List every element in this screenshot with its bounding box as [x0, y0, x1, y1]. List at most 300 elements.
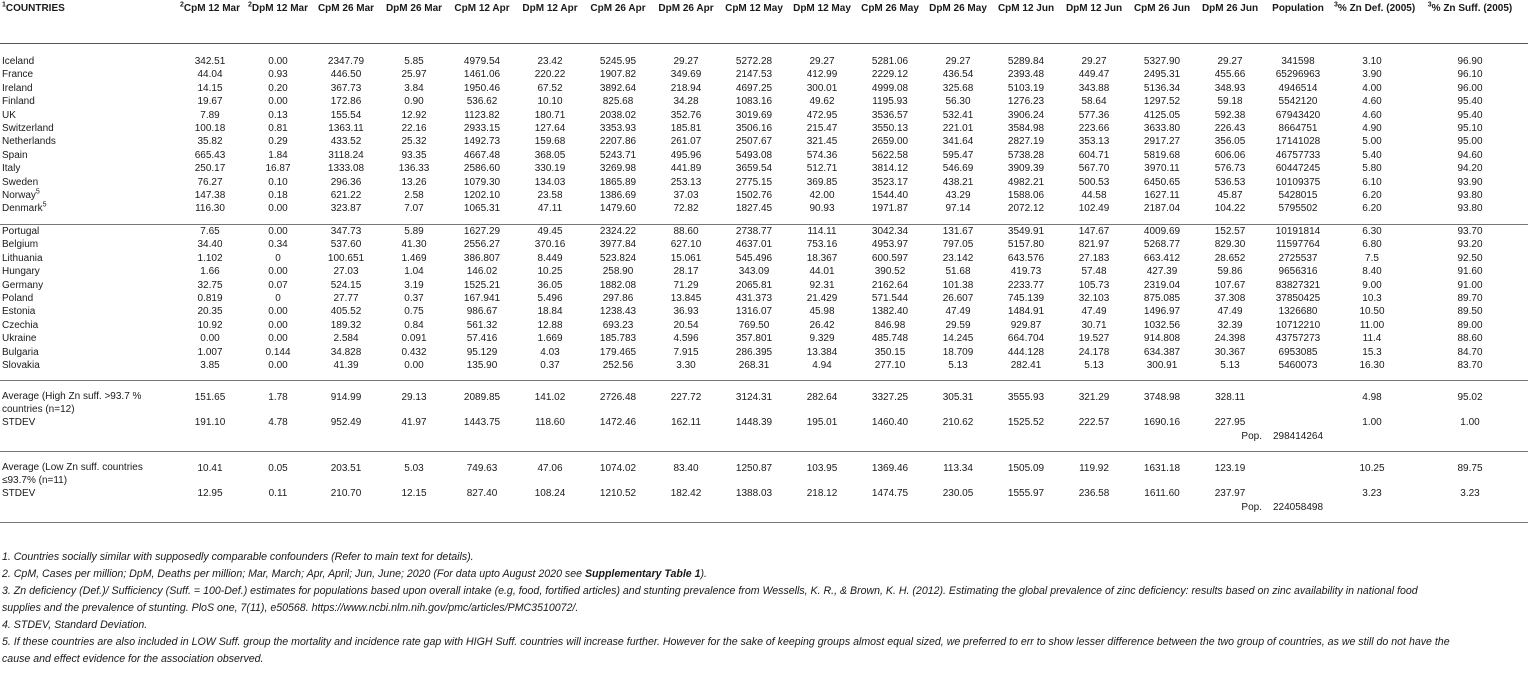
value-cell: 5.13 — [948, 359, 968, 371]
spacer-cell — [1196, 372, 1264, 381]
value-cell: 3977.84 — [599, 239, 637, 251]
value-cell: 11597764 — [1276, 239, 1320, 251]
spacer-cell — [176, 381, 244, 392]
value-cell: 93.90 — [1457, 176, 1483, 188]
value-cell: 341.64 — [942, 136, 974, 148]
spacer-cell — [0, 443, 176, 452]
value-cell: 11.4 — [1362, 333, 1382, 345]
value-cell: 2507.67 — [735, 136, 773, 148]
value-cell: 693.23 — [602, 319, 634, 331]
spacer-row — [0, 514, 1528, 523]
spacer-cell — [380, 452, 448, 463]
value-cell: 9.00 — [1362, 279, 1382, 291]
table-row — [0, 305, 1528, 318]
value-cell: 8.40 — [1362, 266, 1382, 278]
country-cell — [0, 238, 176, 251]
value-cell: 277.10 — [874, 359, 906, 371]
table-row — [0, 122, 1528, 135]
spacer-cell — [1060, 430, 1128, 443]
value-cell: 0.00 — [404, 359, 424, 371]
std-value: 3.23 — [1460, 488, 1480, 500]
value-cell: 26.42 — [809, 319, 835, 331]
value-cell: 3909.39 — [1007, 163, 1045, 175]
value-cell: 1333.08 — [327, 163, 365, 175]
value-cell: 1363.11 — [328, 123, 364, 135]
column-header-label: CpM 12 Jun — [997, 3, 1055, 14]
spacer-cell — [652, 372, 720, 381]
value-cell: 26.607 — [942, 292, 974, 304]
value-cell: 59.86 — [1217, 266, 1243, 278]
value-cell: 433.52 — [330, 136, 362, 148]
country-footnote-marker: 5 — [42, 202, 47, 210]
std-value: 1.00 — [1362, 417, 1382, 429]
avg-value: 749.63 — [466, 463, 498, 475]
value-cell: 152.57 — [1214, 225, 1246, 237]
table-row — [0, 292, 1528, 305]
value-cell: 3550.13 — [871, 123, 909, 135]
value-cell: 12.92 — [401, 109, 427, 121]
value-cell: 357.801 — [735, 333, 773, 345]
value-cell: 3353.93 — [599, 123, 637, 135]
spacer-cell — [924, 216, 992, 225]
value-cell: 405.52 — [330, 306, 362, 318]
column-header-label: DpM 26 Mar — [385, 3, 443, 14]
value-cell: 4.03 — [540, 346, 560, 358]
value-cell: 929.87 — [1010, 319, 1042, 331]
value-cell: 159.68 — [534, 136, 566, 148]
value-cell: 3584.98 — [1007, 123, 1045, 135]
spacer-cell — [992, 381, 1060, 392]
country-cell — [0, 202, 176, 215]
value-cell: 1202.10 — [463, 190, 501, 202]
std-value: 108.24 — [534, 488, 566, 500]
std-value: 227.95 — [1214, 417, 1246, 429]
value-cell: 3.85 — [200, 359, 220, 371]
spacer-cell — [448, 514, 516, 523]
value-cell: 0.00 — [268, 56, 288, 67]
spacer-cell — [448, 443, 516, 452]
country-name: Netherlands — [2, 136, 56, 148]
value-cell: 524.15 — [330, 279, 362, 291]
value-cell: 5245.95 — [599, 56, 637, 67]
column-header-label: % Zn Def. (2005) — [1337, 3, 1416, 14]
population-total-value: 224058498 — [1272, 501, 1324, 513]
spacer-cell — [244, 452, 312, 463]
value-cell: 449.47 — [1078, 69, 1110, 81]
value-cell: 189.32 — [330, 319, 362, 331]
spacer-cell — [652, 381, 720, 392]
column-header-label: DpM 12 Jun — [1065, 3, 1123, 14]
value-cell: 18.367 — [806, 252, 838, 264]
value-cell: 93.20 — [1457, 239, 1483, 251]
avg-value: 123.19 — [1214, 463, 1246, 475]
spacer-cell — [244, 501, 312, 514]
value-cell: 5738.28 — [1007, 149, 1045, 161]
spacer-cell — [244, 514, 312, 523]
std-label: STDEV — [2, 487, 36, 499]
value-cell: 16.30 — [1359, 359, 1385, 371]
spacer-cell — [720, 216, 788, 225]
spacer-cell — [1196, 216, 1264, 225]
value-cell: 220.22 — [534, 69, 566, 81]
header-footnote-marker: 2 — [247, 1, 252, 9]
value-cell: 146.02 — [466, 266, 498, 278]
value-cell: 576.73 — [1214, 163, 1246, 175]
spacer-cell — [1332, 216, 1412, 225]
value-cell: 352.76 — [670, 109, 702, 121]
avg-value: 3124.31 — [735, 392, 773, 404]
value-cell: 537.60 — [330, 239, 362, 251]
value-cell: 1.84 — [268, 149, 288, 161]
value-cell: 93.70 — [1457, 225, 1483, 237]
value-cell: 512.71 — [806, 163, 838, 175]
spacer-cell — [244, 372, 312, 381]
value-cell: 5.40 — [1362, 149, 1382, 161]
spacer-cell — [1412, 216, 1528, 225]
std-value: 0.11 — [268, 488, 288, 500]
value-cell: 34.40 — [197, 239, 223, 251]
country-name: Finland — [2, 96, 35, 108]
value-cell: 13.845 — [670, 292, 702, 304]
value-cell: 1492.73 — [463, 136, 501, 148]
value-cell: 0.18 — [268, 190, 288, 202]
spacer-cell — [720, 381, 788, 392]
spacer-cell — [992, 372, 1060, 381]
spacer-cell — [992, 514, 1060, 523]
spacer-cell — [516, 216, 584, 225]
value-cell: 0.34 — [268, 239, 288, 251]
spacer-cell — [856, 501, 924, 514]
country-name: Italy — [2, 163, 21, 175]
value-cell: 18.84 — [537, 306, 563, 318]
spacer-cell — [924, 443, 992, 452]
value-cell: 147.67 — [1078, 225, 1110, 237]
country-cell — [0, 346, 176, 359]
country-name: Slovakia — [2, 359, 40, 371]
column-header — [380, 0, 448, 44]
avg-value: 1505.09 — [1007, 463, 1045, 475]
value-cell: 100.651 — [327, 252, 365, 264]
value-cell: 0.81 — [268, 123, 288, 135]
value-cell: 342.51 — [194, 56, 226, 67]
spacer-cell — [1412, 44, 1528, 56]
spacer-cell — [924, 44, 992, 56]
value-cell: 875.085 — [1143, 292, 1181, 304]
value-cell: 1.102 — [197, 252, 223, 264]
value-cell: 627.10 — [670, 239, 702, 251]
spacer-cell — [516, 452, 584, 463]
value-cell: 10.10 — [537, 96, 563, 108]
value-cell: 172.86 — [330, 96, 362, 108]
table-row — [0, 68, 1528, 81]
value-cell: 96.00 — [1457, 82, 1483, 94]
spacer-cell — [312, 44, 380, 56]
std-value: 1443.75 — [463, 417, 501, 429]
header-footnote-marker: 3 — [1334, 1, 1338, 9]
value-cell: 3970.11 — [1144, 163, 1180, 175]
spacer-cell — [312, 381, 380, 392]
value-cell: 44.58 — [1081, 190, 1107, 202]
value-cell: 97.14 — [945, 203, 971, 215]
std-value: 218.12 — [806, 488, 838, 500]
spacer-cell — [1060, 452, 1128, 463]
value-cell: 83827321 — [1275, 279, 1321, 291]
spacer-cell — [0, 452, 176, 463]
spacer-cell — [1264, 452, 1332, 463]
avg-value: 83.40 — [673, 463, 699, 475]
spacer-cell — [176, 452, 244, 463]
table-row — [0, 224, 1528, 238]
country-cell — [0, 95, 176, 108]
value-cell: 536.53 — [1214, 176, 1246, 188]
value-cell: 350.15 — [874, 346, 906, 358]
avg-value: 5.03 — [404, 463, 424, 475]
value-cell: 769.50 — [738, 319, 770, 331]
value-cell: 3.10 — [1362, 56, 1382, 67]
spacer-cell — [380, 44, 448, 56]
value-cell: 57.416 — [466, 333, 498, 345]
spacer-cell — [1128, 430, 1196, 443]
population-total-label: Pop. — [1241, 501, 1262, 513]
std-value: 162.11 — [671, 417, 701, 429]
value-cell: 29.27 — [945, 56, 971, 67]
value-cell: 1627.11 — [1144, 190, 1180, 202]
spacer-cell — [788, 381, 856, 392]
value-cell: 268.31 — [738, 359, 770, 371]
value-cell: 2319.04 — [1143, 279, 1181, 291]
country-name: Denmark — [2, 203, 43, 215]
avg-value: 0.05 — [268, 463, 288, 475]
value-cell: 84.70 — [1457, 346, 1483, 358]
value-cell: 101.38 — [942, 279, 974, 291]
value-cell: 0.07 — [268, 279, 288, 291]
value-cell: 10.92 — [197, 319, 223, 331]
value-cell: 1276.23 — [1007, 96, 1045, 108]
value-cell: 29.27 — [1217, 56, 1243, 67]
value-cell: 10.3 — [1362, 292, 1382, 304]
std-value: 4.78 — [268, 417, 288, 429]
spacer-row — [0, 443, 1528, 452]
column-header — [1412, 0, 1528, 44]
spacer-cell — [1060, 501, 1128, 514]
value-cell: 3523.17 — [871, 176, 909, 188]
value-cell: 6953085 — [1278, 346, 1318, 358]
spacer-cell — [1060, 514, 1128, 523]
value-cell: 1032.56 — [1143, 319, 1181, 331]
std-value — [1264, 416, 1332, 429]
value-cell: 6.10 — [1362, 176, 1382, 188]
value-cell: 5.85 — [404, 56, 424, 67]
value-cell: 390.52 — [874, 266, 906, 278]
spacer-cell — [652, 514, 720, 523]
std-row — [0, 487, 1528, 500]
value-cell: 10109375 — [1275, 176, 1321, 188]
value-cell: 436.54 — [942, 69, 974, 81]
value-cell: 4.60 — [1362, 109, 1382, 121]
spacer-cell — [176, 443, 244, 452]
spacer-cell — [856, 514, 924, 523]
country-name: Spain — [2, 149, 28, 161]
spacer-cell — [652, 44, 720, 56]
value-cell: 368.05 — [534, 149, 566, 161]
spacer-cell — [1196, 452, 1264, 463]
spacer-cell — [720, 44, 788, 56]
spacer-cell — [788, 514, 856, 523]
std-value: 1.00 — [1460, 417, 1480, 429]
value-cell: 226.43 — [1214, 123, 1246, 135]
spacer-cell — [516, 443, 584, 452]
value-cell: 0.00 — [268, 359, 288, 371]
country-name: Ukraine — [2, 333, 37, 345]
value-cell: 348.93 — [1214, 82, 1246, 94]
country-name: Ireland — [2, 82, 33, 94]
column-header — [1196, 0, 1264, 44]
avg-value — [1264, 462, 1332, 487]
value-cell: 0.00 — [268, 203, 288, 215]
value-cell: 0.00 — [200, 333, 220, 345]
value-cell: 93.80 — [1457, 190, 1483, 202]
country-name: Bulgaria — [2, 346, 39, 358]
value-cell: 89.00 — [1457, 319, 1483, 331]
value-cell: 4125.05 — [1143, 109, 1181, 121]
value-cell: 23.58 — [537, 190, 563, 202]
value-cell: 1950.46 — [463, 82, 501, 94]
value-cell: 341598 — [1281, 56, 1315, 67]
value-cell: 59.18 — [1217, 96, 1243, 108]
spacer-cell — [856, 44, 924, 56]
column-header-label: Population — [1272, 3, 1324, 14]
value-cell: 441.89 — [670, 163, 702, 175]
value-cell: 986.67 — [466, 306, 498, 318]
spacer-cell — [720, 372, 788, 381]
value-cell: 107.67 — [1214, 279, 1246, 291]
value-cell: 9656316 — [1278, 266, 1318, 278]
value-cell: 0.00 — [268, 319, 288, 331]
value-cell: 561.32 — [466, 319, 498, 331]
value-cell: 41.39 — [333, 359, 359, 371]
column-header-label: DpM 12 Mar — [251, 3, 309, 14]
value-cell: 829.30 — [1214, 239, 1246, 251]
value-cell: 1827.45 — [735, 203, 773, 215]
value-cell: 5.00 — [1362, 136, 1382, 148]
avg-label: Average (High Zn suff. >93.7 % countries (n=12) — [2, 391, 142, 415]
value-cell: 91.60 — [1457, 266, 1483, 278]
header-footnote-marker: 3 — [1427, 1, 1432, 9]
value-cell: 2933.15 — [463, 123, 501, 135]
spacer-cell — [788, 44, 856, 56]
value-cell: 28.652 — [1214, 252, 1246, 264]
value-cell: 24.398 — [1214, 333, 1246, 345]
country-name: Iceland — [2, 56, 35, 67]
value-cell: 485.748 — [871, 333, 909, 345]
value-cell: 67.52 — [537, 82, 563, 94]
value-cell: 114.11 — [807, 225, 837, 237]
column-header — [584, 0, 652, 44]
value-cell: 546.69 — [942, 163, 974, 175]
spacer-cell — [1332, 430, 1412, 443]
country-cell — [0, 82, 176, 95]
value-cell: 1079.30 — [463, 176, 501, 188]
value-cell: 93.35 — [401, 149, 427, 161]
value-cell: 634.387 — [1143, 346, 1181, 358]
value-cell: 91.00 — [1457, 279, 1483, 291]
value-cell: 5281.06 — [871, 56, 909, 67]
country-name: Hungary — [2, 266, 40, 278]
value-cell: 15.061 — [670, 252, 702, 264]
avg-value: 47.06 — [537, 463, 563, 475]
value-cell: 444.128 — [1007, 346, 1045, 358]
value-cell: 29.27 — [1081, 56, 1107, 67]
spacer-cell — [1060, 381, 1128, 392]
spacer-cell — [448, 430, 516, 443]
value-cell: 369.85 — [806, 176, 838, 188]
value-cell: 29.59 — [945, 319, 971, 331]
std-value: 230.05 — [942, 488, 974, 500]
value-cell: 25.97 — [401, 69, 427, 81]
value-cell: 30.367 — [1214, 346, 1246, 358]
avg-value: 4.98 — [1362, 392, 1382, 404]
country-name: Germany — [2, 279, 44, 291]
spacer-cell — [1128, 514, 1196, 523]
value-cell: 5327.90 — [1143, 56, 1181, 67]
std-value: 1388.03 — [735, 488, 773, 500]
avg-value: 3555.93 — [1007, 392, 1045, 404]
value-cell: 3019.69 — [735, 109, 773, 121]
value-cell: 167.941 — [463, 292, 501, 304]
country-cell — [0, 162, 176, 175]
spacer-cell — [312, 514, 380, 523]
country-cell — [0, 359, 176, 372]
value-cell: 218.94 — [670, 82, 702, 94]
value-cell: 797.05 — [942, 239, 974, 251]
spacer-cell — [0, 44, 176, 56]
spacer-cell — [0, 430, 176, 443]
avg-value: 113.34 — [943, 463, 973, 475]
column-header-label: DpM 26 Apr — [658, 3, 714, 14]
std-value: 827.40 — [466, 488, 498, 500]
std-value: 3.23 — [1362, 488, 1382, 500]
value-cell: 621.22 — [330, 190, 362, 202]
value-cell: 127.64 — [534, 123, 566, 135]
spacer-cell — [1060, 443, 1128, 452]
value-cell: 5268.77 — [1143, 239, 1181, 251]
column-header-label: COUNTRIES — [5, 3, 65, 14]
country-cell — [0, 135, 176, 148]
value-cell: 2162.64 — [871, 279, 909, 291]
table-header-row — [0, 0, 1528, 44]
value-cell: 321.45 — [806, 136, 838, 148]
country-name: Lithuania — [2, 252, 43, 264]
avg-row — [0, 391, 1528, 416]
table-row — [0, 135, 1528, 148]
spacer-cell — [176, 44, 244, 56]
std-value: 1472.46 — [599, 417, 637, 429]
value-cell: 13.26 — [401, 176, 427, 188]
value-cell: 28.17 — [673, 266, 699, 278]
value-cell: 18.709 — [942, 346, 974, 358]
column-header-label: DpM 12 May — [793, 3, 851, 14]
value-cell: 2827.19 — [1007, 136, 1045, 148]
spacer-cell — [0, 381, 176, 392]
value-cell: 5243.71 — [599, 149, 637, 161]
value-cell: 4999.08 — [871, 82, 909, 94]
spacer-cell — [448, 372, 516, 381]
column-header-label: CpM 12 Mar — [183, 3, 241, 14]
spacer-cell — [380, 216, 448, 225]
value-cell: 0.90 — [404, 96, 424, 108]
spacer-cell — [448, 452, 516, 463]
spacer-cell — [584, 443, 652, 452]
